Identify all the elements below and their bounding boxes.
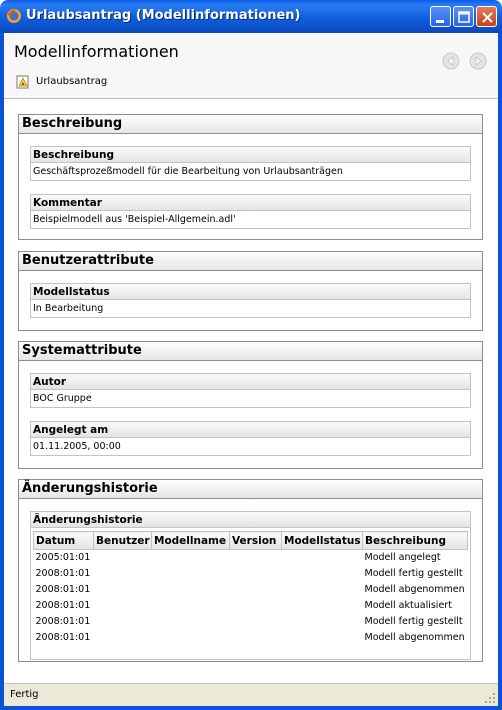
table-row bbox=[34, 550, 468, 566]
field-label: Modellstatus bbox=[30, 283, 471, 300]
column-header-version[interactable]: Version bbox=[230, 532, 282, 550]
title-bar[interactable] bbox=[0, 0, 502, 33]
section-title: Änderungshistorie bbox=[19, 480, 482, 499]
cell-datum: 2008:01:01 bbox=[35, 632, 91, 643]
field-label: Änderungshistorie bbox=[30, 511, 471, 528]
cell-beschreibung: Modell aktualisiert bbox=[364, 600, 452, 611]
cell-version bbox=[230, 630, 282, 646]
maximize-icon bbox=[454, 7, 475, 28]
cell-modellname bbox=[152, 614, 230, 630]
close-icon bbox=[477, 7, 498, 28]
field-value: Beispielmodell aus 'Beispiel-Allgemein.adl' bbox=[30, 211, 471, 229]
window-title: Urlaubsantrag (Modellinformationen) bbox=[26, 8, 301, 23]
field-value: 01.11.2005, 00:00 bbox=[30, 438, 471, 456]
cell-version bbox=[230, 566, 282, 582]
cell-benutzer bbox=[94, 566, 152, 582]
column-header-modellstatus[interactable]: Modellstatus bbox=[282, 532, 363, 550]
maximize-button[interactable] bbox=[453, 6, 474, 27]
cell-version bbox=[230, 550, 282, 566]
cell-modellname bbox=[152, 598, 230, 614]
field-angelegt-am bbox=[30, 421, 471, 456]
section-historie bbox=[18, 479, 483, 662]
cell-benutzer bbox=[94, 614, 152, 630]
cell-modellname bbox=[152, 630, 230, 646]
table-row bbox=[34, 566, 468, 582]
cell-modellstatus bbox=[282, 630, 363, 646]
cell-datum: 2005:01:01 bbox=[35, 552, 91, 564]
cell-benutzer bbox=[94, 582, 152, 598]
section-systemattribute bbox=[18, 341, 483, 469]
field-value: BOC Gruppe bbox=[30, 390, 471, 408]
minimize-button[interactable] bbox=[430, 6, 451, 27]
section-benutzerattribute bbox=[18, 251, 483, 331]
firefox-icon bbox=[6, 8, 22, 24]
field-label: Autor bbox=[30, 373, 471, 390]
minimize-icon bbox=[431, 7, 452, 28]
table-row bbox=[34, 582, 468, 598]
cell-version bbox=[230, 614, 282, 630]
status-text: Fertig bbox=[10, 689, 39, 700]
cell-modellstatus bbox=[282, 614, 363, 630]
field-value: In Bearbeitung bbox=[30, 300, 471, 318]
cell-benutzer bbox=[94, 550, 152, 566]
history-panel bbox=[30, 511, 471, 651]
forward-arrow-icon[interactable] bbox=[469, 52, 487, 70]
field-value: Geschäftsprozeßmodell für die Bearbeitung von Urlaubsanträgen bbox=[30, 163, 471, 181]
cell-modellstatus bbox=[282, 598, 363, 614]
table-row bbox=[34, 598, 468, 614]
cell-modellstatus bbox=[282, 582, 363, 598]
cell-modellname bbox=[152, 582, 230, 598]
resize-grip-icon[interactable] bbox=[484, 692, 496, 704]
cell-modellstatus bbox=[282, 550, 363, 566]
history-table-wrapper bbox=[30, 528, 471, 660]
cell-benutzer bbox=[94, 630, 152, 646]
field-label: Kommentar bbox=[30, 194, 471, 211]
close-button[interactable] bbox=[476, 6, 497, 27]
column-header-beschreibung[interactable]: Beschreibung bbox=[363, 532, 468, 550]
field-kommentar bbox=[30, 194, 471, 229]
cell-beschreibung: Modell abgenommen bbox=[364, 584, 465, 595]
cell-datum: 2008:01:01 bbox=[35, 584, 91, 595]
column-header-modellname[interactable]: Modellname bbox=[152, 532, 230, 550]
column-header-benutzer[interactable]: Benutzer bbox=[94, 532, 152, 550]
cell-modellstatus bbox=[282, 566, 363, 582]
main-content bbox=[4, 100, 498, 683]
cell-modellname bbox=[152, 566, 230, 582]
table-row bbox=[34, 614, 468, 630]
cell-version bbox=[230, 598, 282, 614]
cell-datum: 2008:01:01 bbox=[35, 600, 91, 611]
section-title: Benutzerattribute bbox=[19, 252, 482, 271]
section-title: Beschreibung bbox=[19, 115, 482, 134]
cell-modellname bbox=[152, 550, 230, 566]
field-label: Angelegt am bbox=[30, 421, 471, 438]
cell-datum: 2008:01:01 bbox=[35, 568, 91, 579]
model-icon bbox=[16, 75, 30, 89]
cell-datum: 2008:01:01 bbox=[35, 616, 91, 627]
section-title: Systemattribute bbox=[19, 342, 482, 361]
page-header bbox=[4, 33, 498, 99]
status-bar bbox=[4, 683, 498, 706]
field-label: Beschreibung bbox=[30, 146, 471, 163]
cell-beschreibung: Modell fertig gestellt bbox=[364, 616, 463, 627]
cell-beschreibung: Modell fertig gestellt bbox=[364, 568, 463, 579]
field-autor bbox=[30, 373, 471, 408]
section-beschreibung bbox=[18, 114, 483, 240]
table-row bbox=[34, 630, 468, 646]
cell-beschreibung: Modell angelegt bbox=[364, 552, 441, 564]
field-beschreibung bbox=[30, 146, 471, 181]
field-modellstatus bbox=[30, 283, 471, 318]
back-arrow-icon[interactable] bbox=[442, 52, 460, 70]
column-header-datum[interactable]: Datum bbox=[34, 532, 94, 550]
table-header-row bbox=[34, 532, 468, 550]
breadcrumb[interactable]: Urlaubsantrag bbox=[36, 76, 108, 87]
cell-beschreibung: Modell abgenommen bbox=[364, 632, 465, 643]
page-title: Modellinformationen bbox=[14, 42, 179, 61]
cell-benutzer bbox=[94, 598, 152, 614]
cell-version bbox=[230, 582, 282, 598]
history-table bbox=[33, 531, 468, 646]
